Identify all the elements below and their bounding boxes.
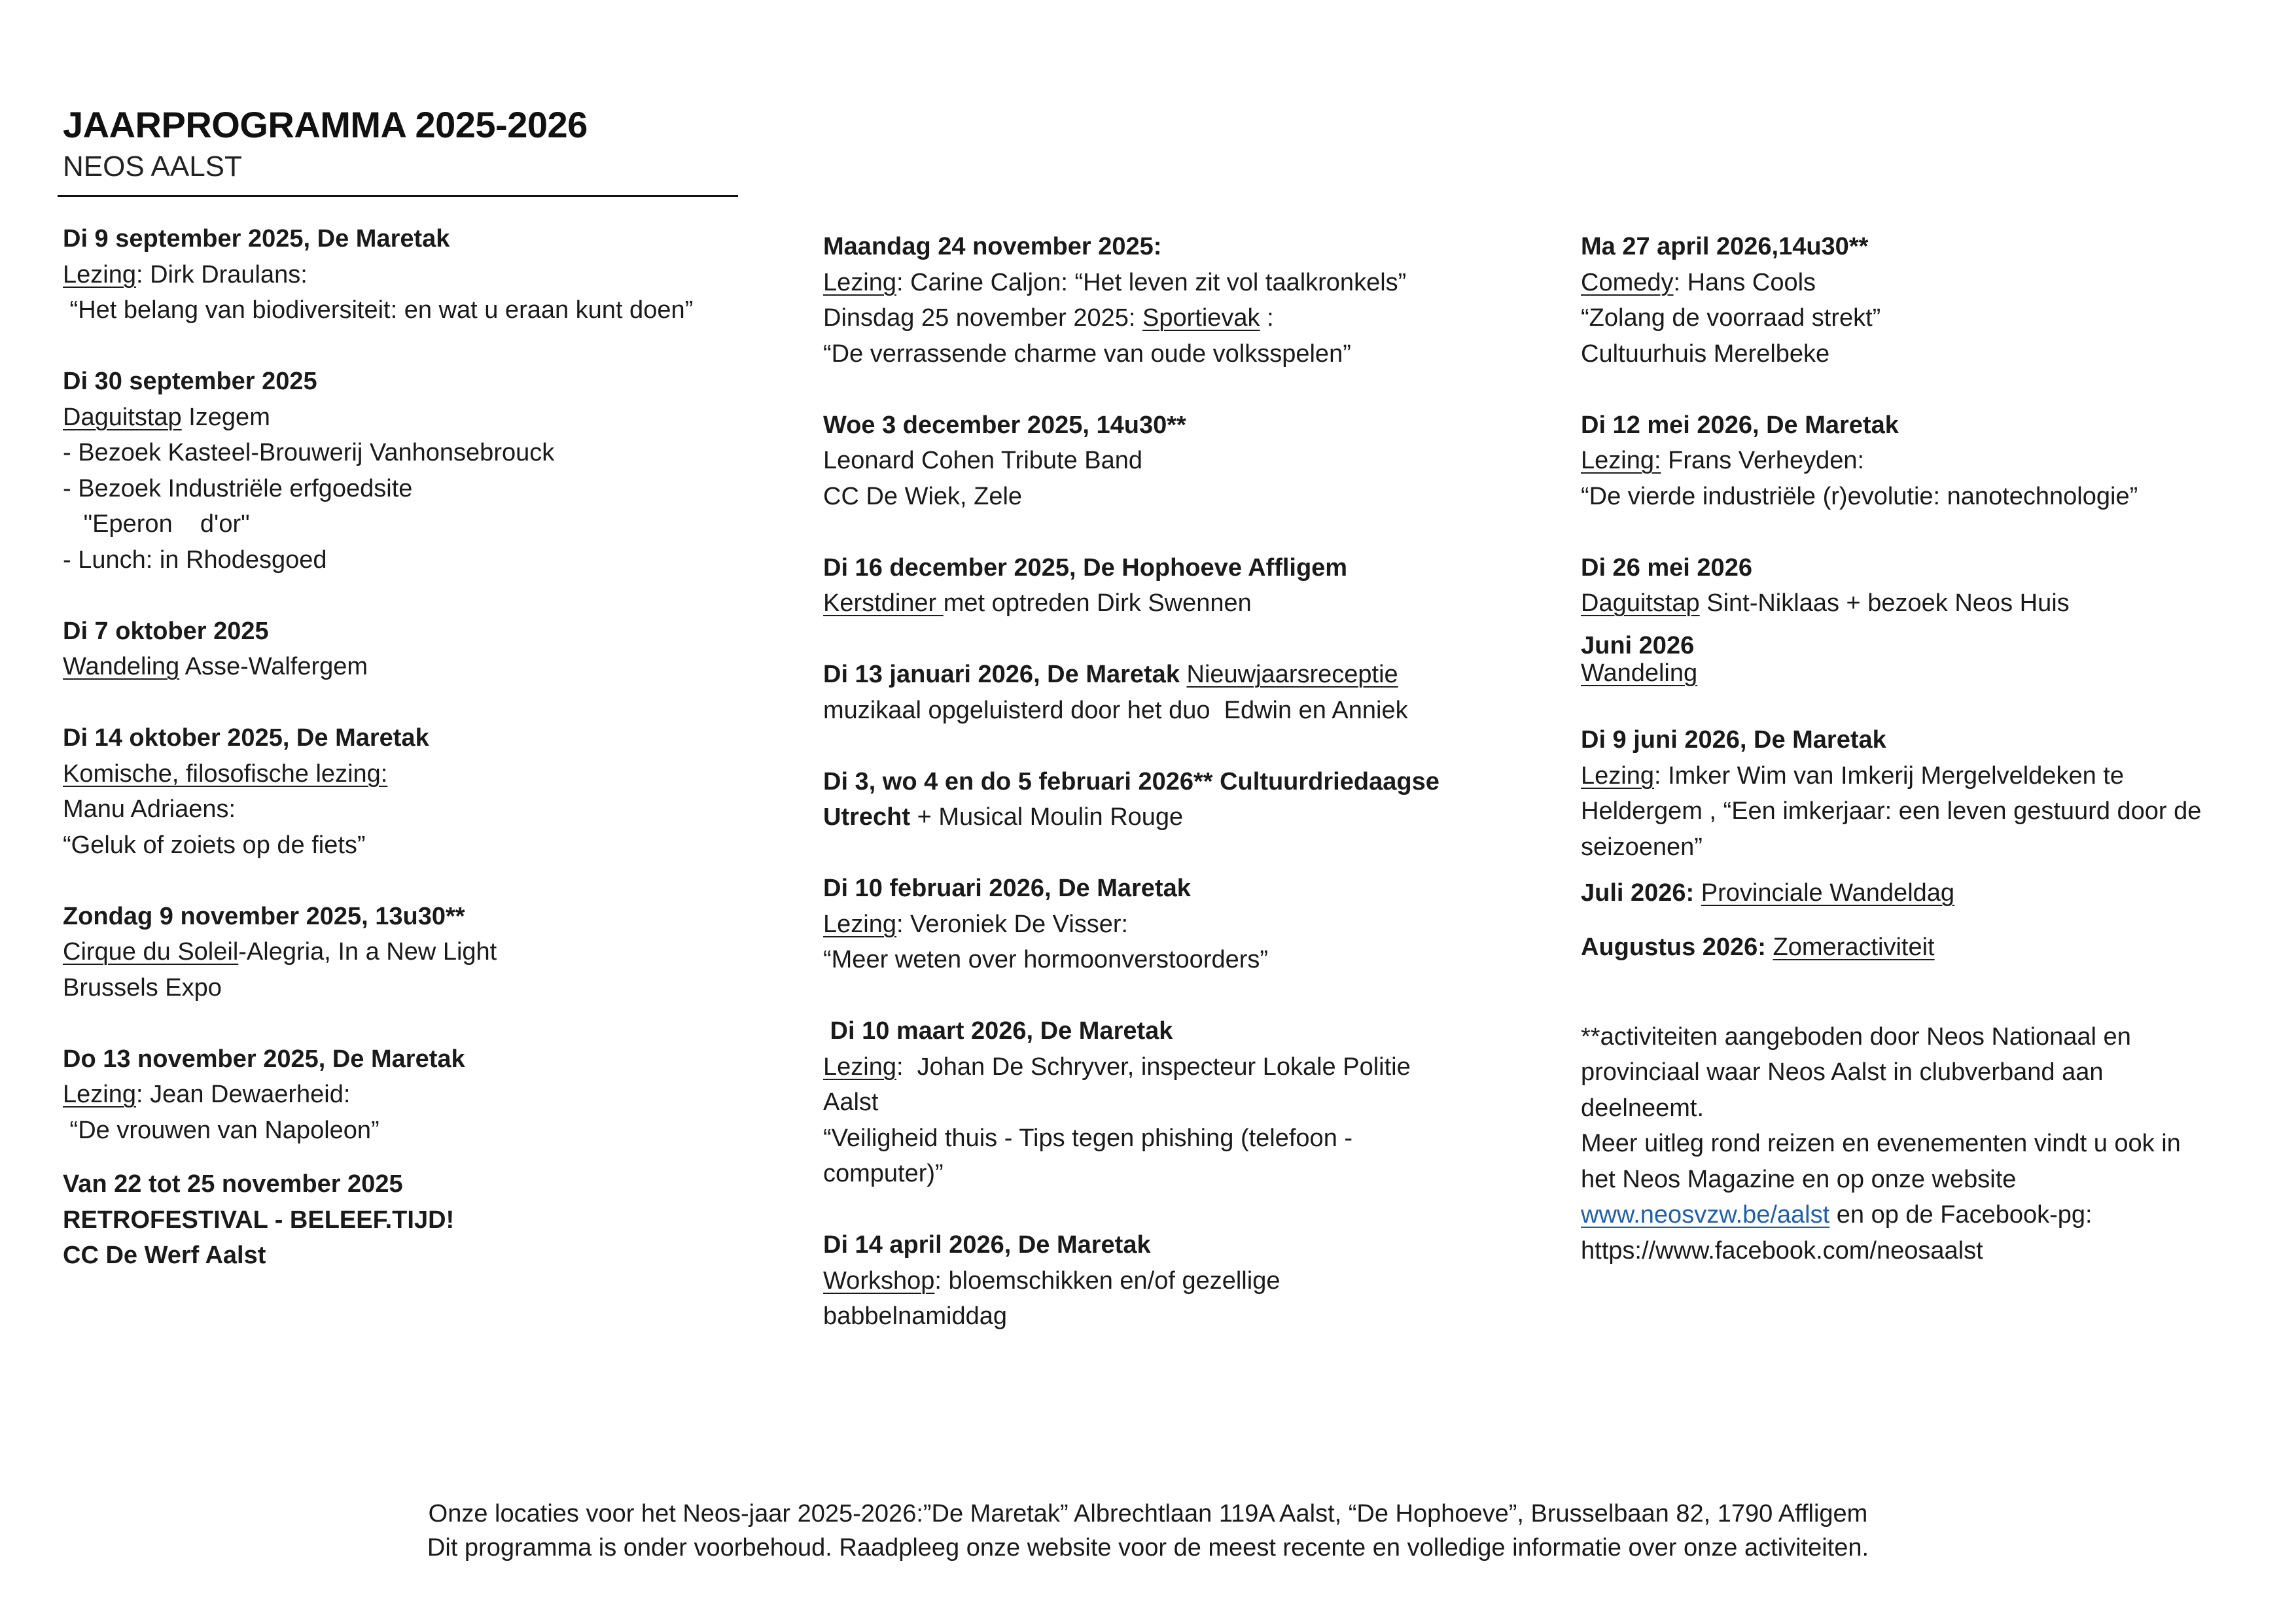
event-type: Kerstdiner — [823, 589, 944, 617]
event-quote: “Het belang van biodiversiteit: en wat u eraan kunt doen” — [63, 296, 694, 324]
event-date: Di 14 oktober 2025, De Maretak — [63, 724, 429, 752]
event-detail: met optreden Dirk Swennen — [943, 589, 1252, 617]
event-item: - Bezoek Kasteel-Brouwerij Vanhonsebrouck — [63, 439, 555, 466]
event-type: Provinciale Wandeldag — [1701, 879, 1955, 907]
note-line: **activiteiten aangeboden door Neos Nationaal en — [1581, 1022, 2131, 1051]
event-cultuurdriedaagse — [823, 764, 1569, 835]
note-line: provinciaal waar Neos Aalst in clubverband aan — [1581, 1058, 2104, 1086]
page-title: JAARPROGRAMMA 2025-2026 — [63, 104, 588, 145]
event-detail: : Dirk Draulans: — [135, 260, 308, 288]
event-date: Di 14 april 2026, De Maretak — [823, 1231, 1151, 1259]
event-quote: computer)” — [823, 1160, 944, 1187]
event-detail: Aalst — [823, 1089, 879, 1116]
document-header — [63, 101, 737, 185]
event-di-13-januari — [823, 657, 1569, 728]
event-date: Di 30 september 2025 — [63, 368, 317, 395]
event-location: Cultuurhuis Merelbeke — [1581, 340, 1830, 368]
event-type: Daguitstap — [63, 403, 182, 431]
event-type: Lezing — [823, 268, 896, 296]
note-line: deelneemt. — [1581, 1094, 1704, 1122]
event-di-16-december — [823, 550, 1569, 621]
facebook-url: https://www.facebook.com/neosaalst — [1581, 1236, 1983, 1265]
event-item: "Eperon d'or" — [63, 510, 250, 538]
program-column-1 — [63, 221, 796, 1274]
event-detail: Leonard Cohen Tribute Band — [823, 447, 1143, 474]
footer-disclaimer: Dit programma is onder voorbehoud. Raadpleeg onze website voor de meest recente en volledige informatie over onze activiteiten. — [427, 1534, 1869, 1562]
event-date: Zondag 9 november 2025, 13u30** — [63, 902, 465, 930]
header-divider — [58, 195, 738, 197]
event-type: Sportievak — [1142, 304, 1260, 332]
event-date: Di 3, wo 4 en do 5 februari 2026** Cultuurdriedaagse — [823, 767, 1439, 795]
event-detail: Asse-Walfergem — [179, 653, 368, 680]
event-type: Comedy — [1581, 268, 1674, 296]
footer-locations: Onze locaties voor het Neos-jaar 2025-2026:”De Maretak” Albrechtlaan 119A Aalst, “De Hophoeve”, Brusselbaan 82, 1790 Affligem — [428, 1500, 1868, 1527]
website-link[interactable]: www.neosvzw.be/aalst — [1581, 1201, 1830, 1229]
event-detail: : Jean Dewaerheid: — [135, 1081, 351, 1108]
event-type: Komische, filosofische lezing: — [63, 759, 388, 788]
event-type: Nieuwjaarsreceptie — [1186, 661, 1398, 688]
event-location: Brussels Expo — [63, 973, 222, 1002]
note-line: Meer uitleg rond reizen en evenementen vindt u ook in — [1581, 1130, 2181, 1157]
event-item: - Bezoek Industriële erfgoedsite — [63, 474, 413, 502]
event-detail: : Veroniek De Visser: — [896, 910, 1129, 938]
event-di-7-oktober — [63, 614, 796, 685]
event-detail: + Musical Moulin Rouge — [910, 803, 1184, 831]
event-detail: -Alegria, In a New Light — [238, 938, 497, 966]
event-type: Zomeractiviteit — [1773, 933, 1935, 961]
event-type: Lezing — [1581, 761, 1654, 790]
event-type: Lezing — [63, 1081, 136, 1108]
event-date: Juni 2026 — [1581, 631, 1695, 659]
event-date: Di 9 september 2025, De Maretak — [63, 225, 450, 253]
event-date: Di 10 februari 2026, De Maretak — [823, 875, 1191, 902]
event-detail: muzikaal opgeluisterd door het duo Edwin en Anniek — [823, 696, 1408, 724]
event-di-30-september — [63, 364, 796, 578]
event-type: Cirque du Soleil — [63, 938, 239, 966]
event-detail: Manu Adriaens: — [63, 795, 236, 823]
event-type: Workshop — [823, 1266, 935, 1295]
event-di-14-april — [823, 1227, 1569, 1335]
event-zondag-9-november — [63, 899, 796, 1006]
event-ma-27-april — [1581, 229, 2261, 372]
event-type: Lezing — [823, 910, 896, 938]
event-type: Wandeling — [63, 653, 180, 680]
event-retrofestival — [63, 1166, 796, 1274]
event-quote: “Zolang de voorraad strekt” — [1581, 304, 1881, 332]
event-detail: : Carine Caljon: “Het leven zit vol taalkronkels” — [896, 268, 1407, 296]
event-location: CC De Wiek, Zele — [823, 482, 1023, 510]
footer — [0, 1497, 2296, 1565]
event-date: Augustus 2026: — [1581, 933, 1766, 961]
event-detail: Sint-Niklaas + bezoek Neos Huis — [1699, 589, 2070, 617]
event-quote: “De vierde industriële (r)evolutie: nanotechnologie” — [1581, 482, 2138, 510]
event-date: Di 16 december 2025, De Hophoeve Affligem — [823, 553, 1348, 582]
event-detail: : Johan De Schryver, inspecteur Lokale Politie — [896, 1053, 1411, 1081]
event-item: - Lunch: in Rhodesgoed — [63, 546, 327, 574]
event-di-9-september — [63, 221, 796, 328]
event-date: Di 10 maart 2026, De Maretak — [823, 1017, 1173, 1045]
event-date: Di 13 januari 2026, De Maretak — [823, 661, 1180, 688]
event-di-10-februari — [823, 871, 1569, 978]
event-juli-2026 — [1581, 875, 2261, 911]
event-quote: “De vrouwen van Napoleon” — [63, 1116, 380, 1144]
event-detail: : Imker Wim van Imkerij Mergelveldeken te — [1653, 761, 2124, 790]
event-detail: Izegem — [181, 403, 270, 431]
event-quote: “De verrassende charme van oude volksspelen” — [823, 340, 1351, 368]
program-column-2 — [823, 229, 1569, 1335]
event-detail: : bloemschikken en/of gezellige — [934, 1266, 1280, 1295]
info-note — [1581, 1019, 2261, 1269]
event-do-13-november — [63, 1041, 796, 1149]
event-detail: Heldergem , “Een imkerjaar: een leven gestuurd door de — [1581, 797, 2202, 825]
event-type: Lezing — [63, 260, 136, 288]
event-di-26-mei — [1581, 550, 2261, 621]
event-date: Do 13 november 2025, De Maretak — [63, 1045, 465, 1073]
event-di-10-maart — [823, 1013, 1569, 1192]
note-line: het Neos Magazine en op onze website — [1581, 1165, 2017, 1193]
event-woe-3-december — [823, 408, 1569, 515]
event-date: Van 22 tot 25 november 2025 — [63, 1170, 403, 1198]
event-detail: Frans Verheyden: — [1661, 447, 1865, 474]
event-detail: babbelnamiddag — [823, 1302, 1008, 1330]
event-date: Di 26 mei 2026 — [1581, 553, 1752, 582]
event-date: Woe 3 december 2025, 14u30** — [823, 411, 1186, 439]
event-augustus-2026 — [1581, 930, 2261, 966]
event-quote: “Veiligheid thuis - Tips tegen phishing (telefoon - — [823, 1124, 1353, 1152]
program-column-3 — [1581, 229, 2261, 1268]
event-di-14-oktober — [63, 720, 796, 863]
event-quote: “Geluk of zoiets op de fiets” — [63, 831, 366, 859]
event-quote: “Meer weten over hormoonverstoorders” — [823, 946, 1269, 973]
event-date: Maandag 24 november 2025: — [823, 233, 1162, 260]
event-date: Ma 27 april 2026,14u30** — [1581, 233, 1869, 260]
event-maandag-24-november: Maandag 24 november 2025: Lezing: Carine Caljon: “Het leven zit vol taalkronkels” Dinsdag 25 november 2025: Sportievak : “De verrassende charme van oude volksspelen” — [823, 229, 1569, 372]
event-location: CC De Werf Aalst — [63, 1242, 266, 1269]
event-date: Di 12 mei 2026, De Maretak — [1581, 411, 1899, 439]
event-type: Daguitstap — [1581, 589, 1700, 617]
event-destination: Utrecht — [823, 803, 911, 831]
event-di-9-juni — [1581, 722, 2261, 865]
event-date: Di 9 juni 2026, De Maretak — [1581, 726, 1886, 754]
event-detail: : Hans Cools — [1673, 268, 1816, 296]
event-date: Juli 2026: — [1581, 879, 1695, 907]
event-type: Lezing: — [1581, 447, 1661, 474]
event-di-12-mei — [1581, 408, 2261, 515]
event-type: Wandeling — [1581, 659, 1698, 687]
event-date-inline: Dinsdag 25 november 2025: — [823, 304, 1142, 332]
event-type: Lezing — [823, 1053, 896, 1081]
event-juni-2026 — [1581, 632, 2261, 687]
note-line: en op de Facebook-pg: — [1829, 1201, 2093, 1229]
event-title: RETROFESTIVAL - BELEEF.TIJD! — [63, 1206, 455, 1234]
page-subtitle: NEOS AALST — [63, 150, 242, 183]
event-date: Di 7 oktober 2025 — [63, 617, 269, 645]
event-detail: seizoenen” — [1581, 833, 1703, 861]
